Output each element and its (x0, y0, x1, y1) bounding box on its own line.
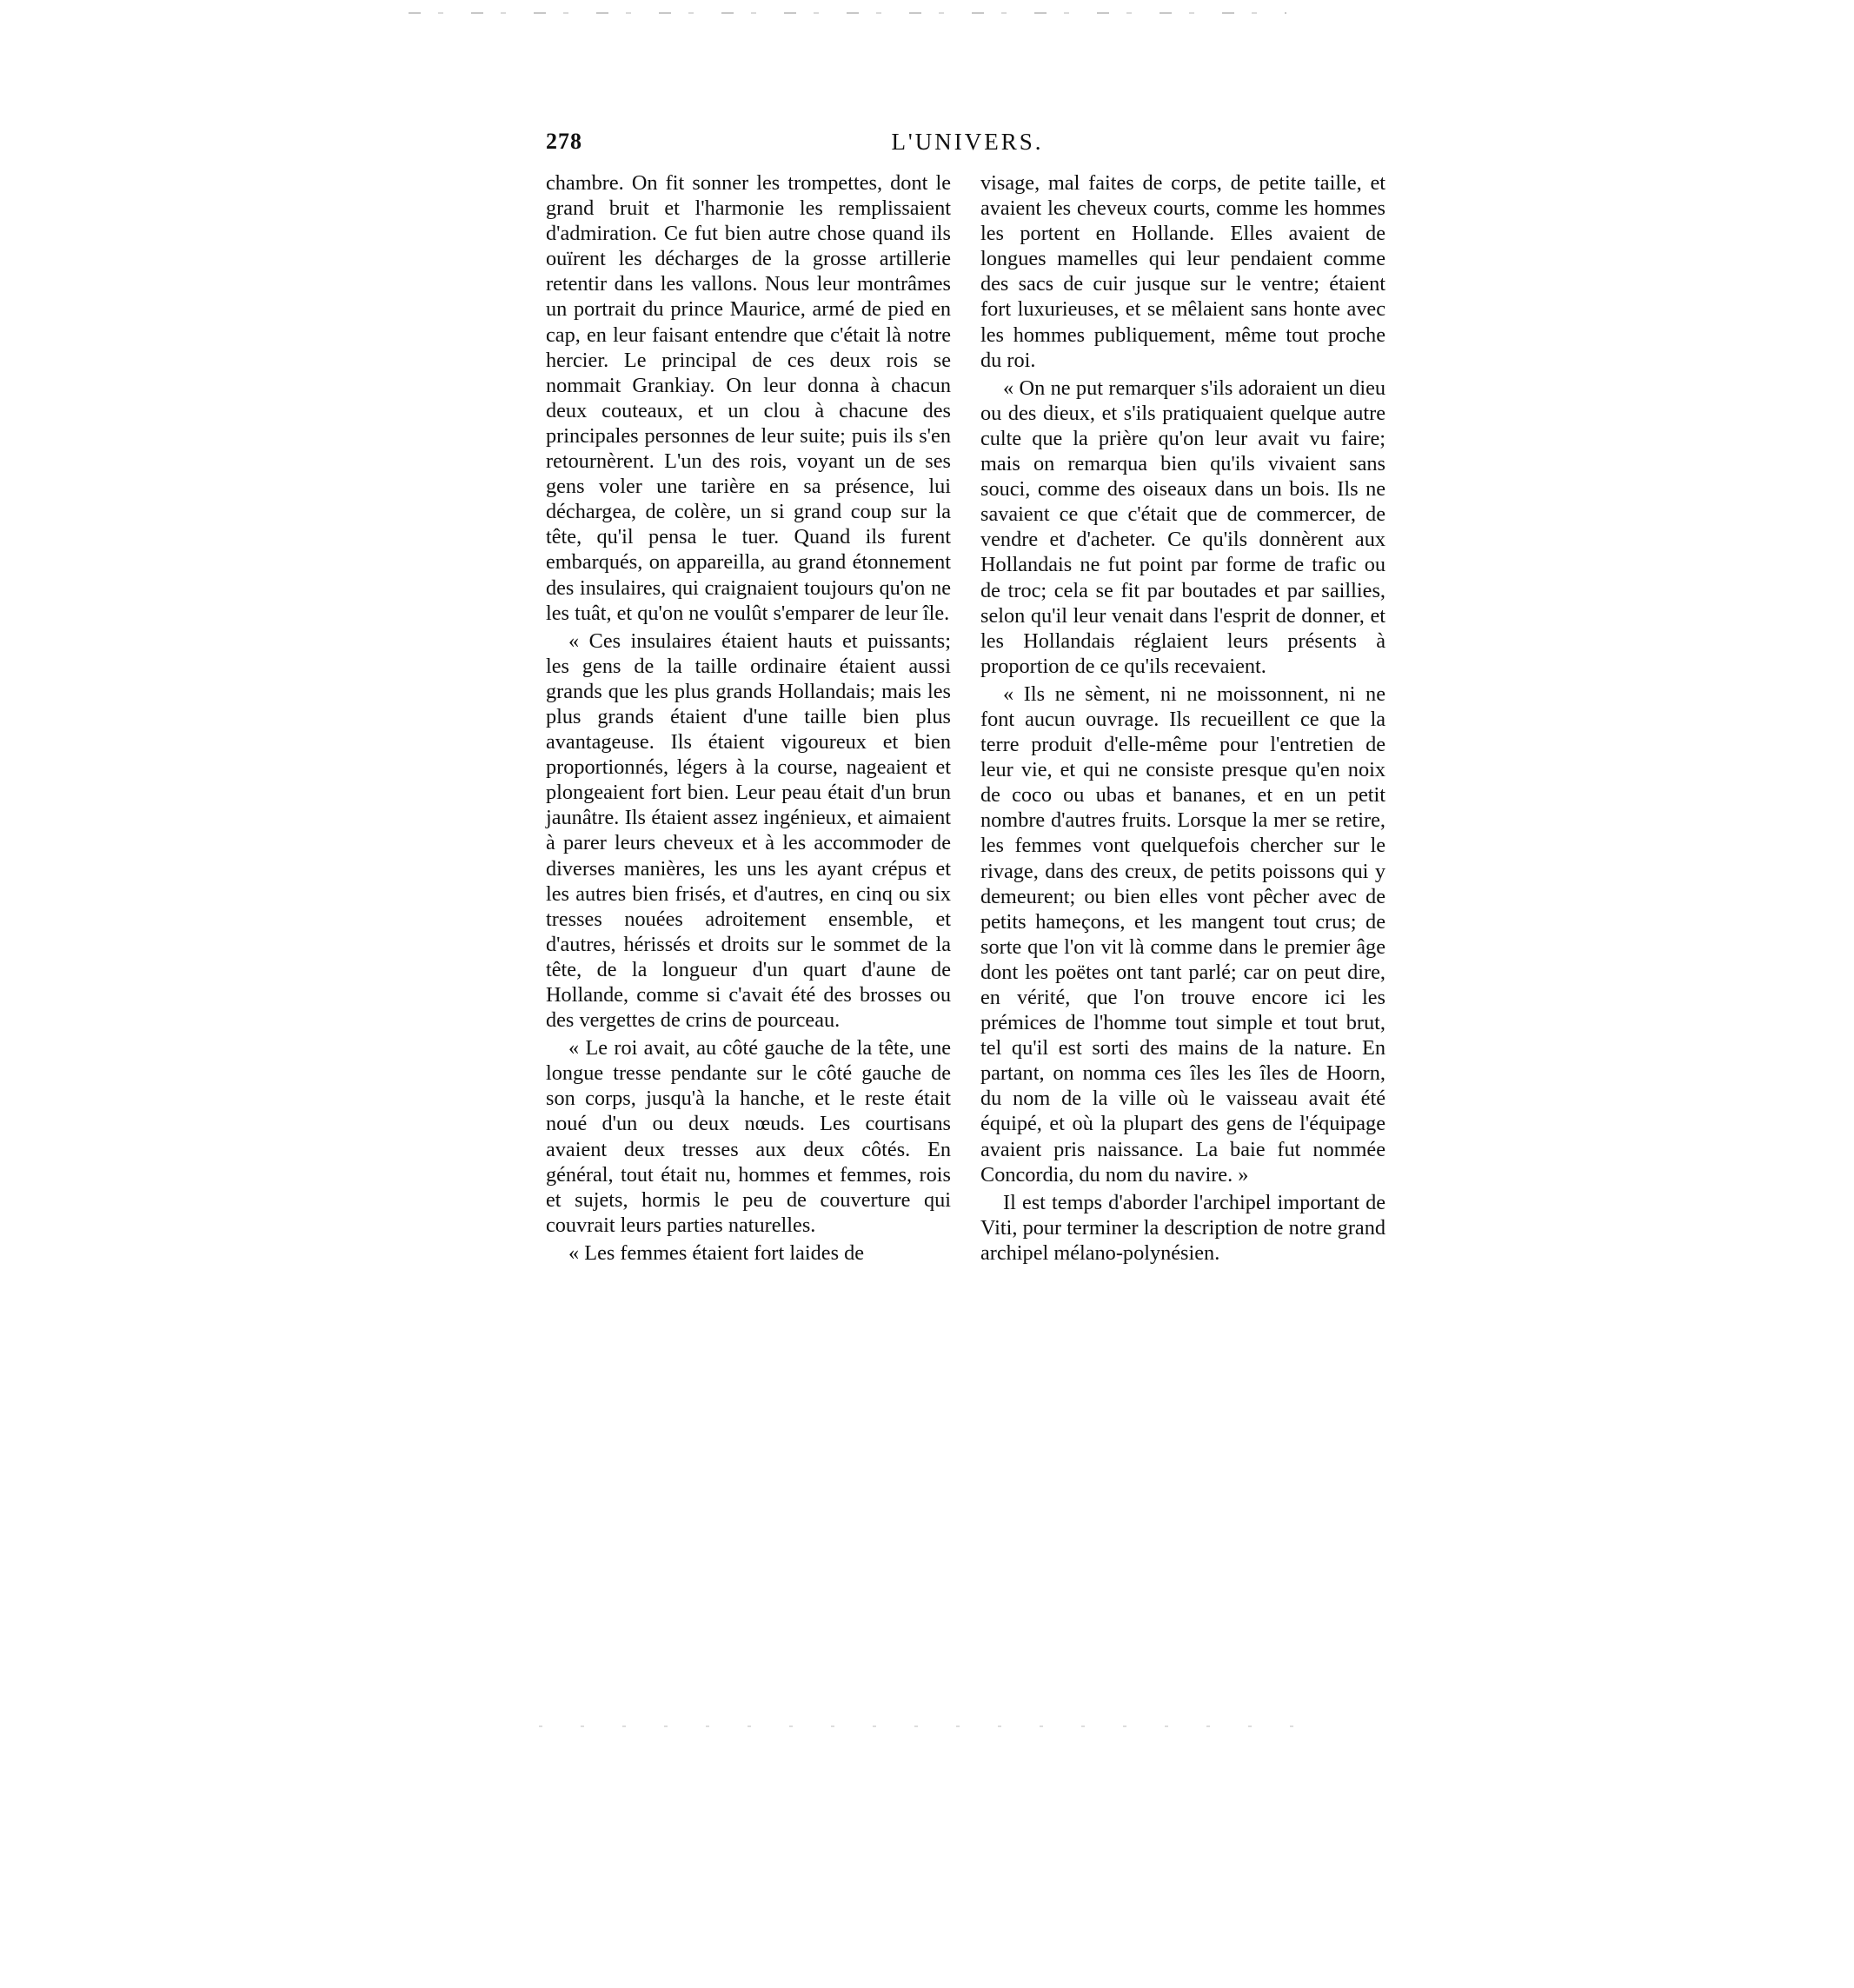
paragraph: « Ils ne sèment, ni ne moissonnent, ni ne font aucun ouvrage. Ils recueillent ce que la terre produit d'elle-même pour l'entretien de leur vie, et qui ne consiste presque qu'en noix de coco ou ubas et bananes, et en un petit nombre d'autres fruits. Lorsque la mer se retire, les femmes vont quelquefois chercher sur le rivage, dans des creux, de petits poissons qui y demeurent; ou bien elles vont pêcher avec de petits hameçons, et les mangent tout crus; de sorte que l'on vit là comme dans le premier âge dont les poëtes ont tant parlé; car on peut dire, en vérité, que l'on trouve encore ici les prémices de l'homme tout simple et tout brut, tel qu'il est sorti des mains de la nature. En partant, on nomma ces îles les îles de Hoorn, du nom de la ville où le vaisseau avait été équipé, et où la plupart des gens de l'équipage avaient pris naissance. La baie fut nommée Concordia, du nom du navire. » (980, 682, 1386, 1187)
scan-edge-bottom (539, 1725, 1304, 1727)
running-title: L'UNIVERS. (891, 129, 1044, 155)
paragraph: « On ne put remarquer s'ils adoraient un dieu ou des dieux, et s'ils pratiquaient quelque autre culte que la prière qu'on leur avait vu faire; mais on remarqua bien qu'ils vivaient sans souci, comme des oiseaux dans un bois. Ils ne savaient ce que c'était que de commercer, de vendre et d'acheter. Ce qu'ils donnèrent aux Hollandais ne fut point par forme de trafic ou de troc; cela se fit par boutades et par saillies, selon qu'il leur venait dans l'esprit de donner, et les Hollandais réglaient leurs présents à proportion de ce qu'ils recevaient. (980, 376, 1386, 678)
page-number: 278 (546, 129, 582, 154)
right-column (980, 170, 1386, 1266)
paragraph: visage, mal faites de corps, de petite taille, et avaient les cheveux courts, comme les hommes les portent en Hollande. Elles avaient de longues mamelles qui leur pendaient comme des sacs de cuir jusque sur le ventre; étaient fort luxurieuses, et se mêlaient sans honte avec les hommes publiquement, même tout proche du roi. (980, 171, 1386, 372)
scan-edge-top (409, 12, 1286, 14)
running-head (546, 129, 1389, 163)
paragraph: « Les femmes étaient fort laides de (568, 1240, 865, 1265)
paragraph: chambre. On fit sonner les trompettes, dont le grand bruit et l'harmonie les remplissaient d'admiration. Ce fut bien autre chose quand ils ouïrent les décharges de la grosse artillerie retentir dans les vallons. Nous leur montrâmes un portrait du prince Maurice, armé de pied en cap, en leur faisant entendre que c'était là notre hercier. Le principal de ces deux rois se nommait Grankiay. On leur donna à chacun deux couteaux, et un clou à chacune des principales personnes de leur suite; puis ils s'en retournèrent. L'un des rois, voyant un de ses gens voler une tarière en sa présence, lui déchargea, de colère, un si grand coup sur la tête, qu'il pensa le tuer. Quand ils furent embarqués, on appareilla, au grand étonnement des insulaires, qui craignaient toujours qu'on ne les tuât, et qu'on ne voulût s'emparer de leur île. (546, 171, 951, 625)
left-column (546, 170, 951, 1266)
paragraph: « Le roi avait, au côté gauche de la tête, une longue tresse pendante sur le côté gauche de son corps, jusqu'à la hanche, et le reste était noué d'un ou deux nœuds. Les courtisans avaient deux tresses aux deux côtés. En général, tout était nu, hommes et femmes, rois et sujets, hormis le peu de couverture qui couvrait leurs parties naturelles. (546, 1036, 951, 1237)
paragraph: « Ces insulaires étaient hauts et puissants; les gens de la taille ordinaire étaient aussi grands que les plus grands Hollandais; mais les plus grands étaient d'une taille bien plus avantageuse. Ils étaient vigoureux et bien proportionnés, légers à la course, nageaient et plongeaient fort bien. Leur peau était d'un brun jaunâtre. Ils étaient assez ingénieux, et aimaient à parer leurs cheveux et à les accommoder de diverses manières, les uns les ayant crépus et les autres bien frisés, et d'autres, en cinq ou six tresses nouées adroitement ensemble, et d'autres, hérissés et droits sur le sommet de la tête, de la longueur d'un quart d'aune de Hollande, comme si c'avait été des brosses ou des vergettes de crins de pourceau. (546, 628, 951, 1033)
paragraph: Il est temps d'aborder l'archipel important de Viti, pour terminer la description de notre grand archipel mélano-polynésien. (980, 1190, 1386, 1265)
